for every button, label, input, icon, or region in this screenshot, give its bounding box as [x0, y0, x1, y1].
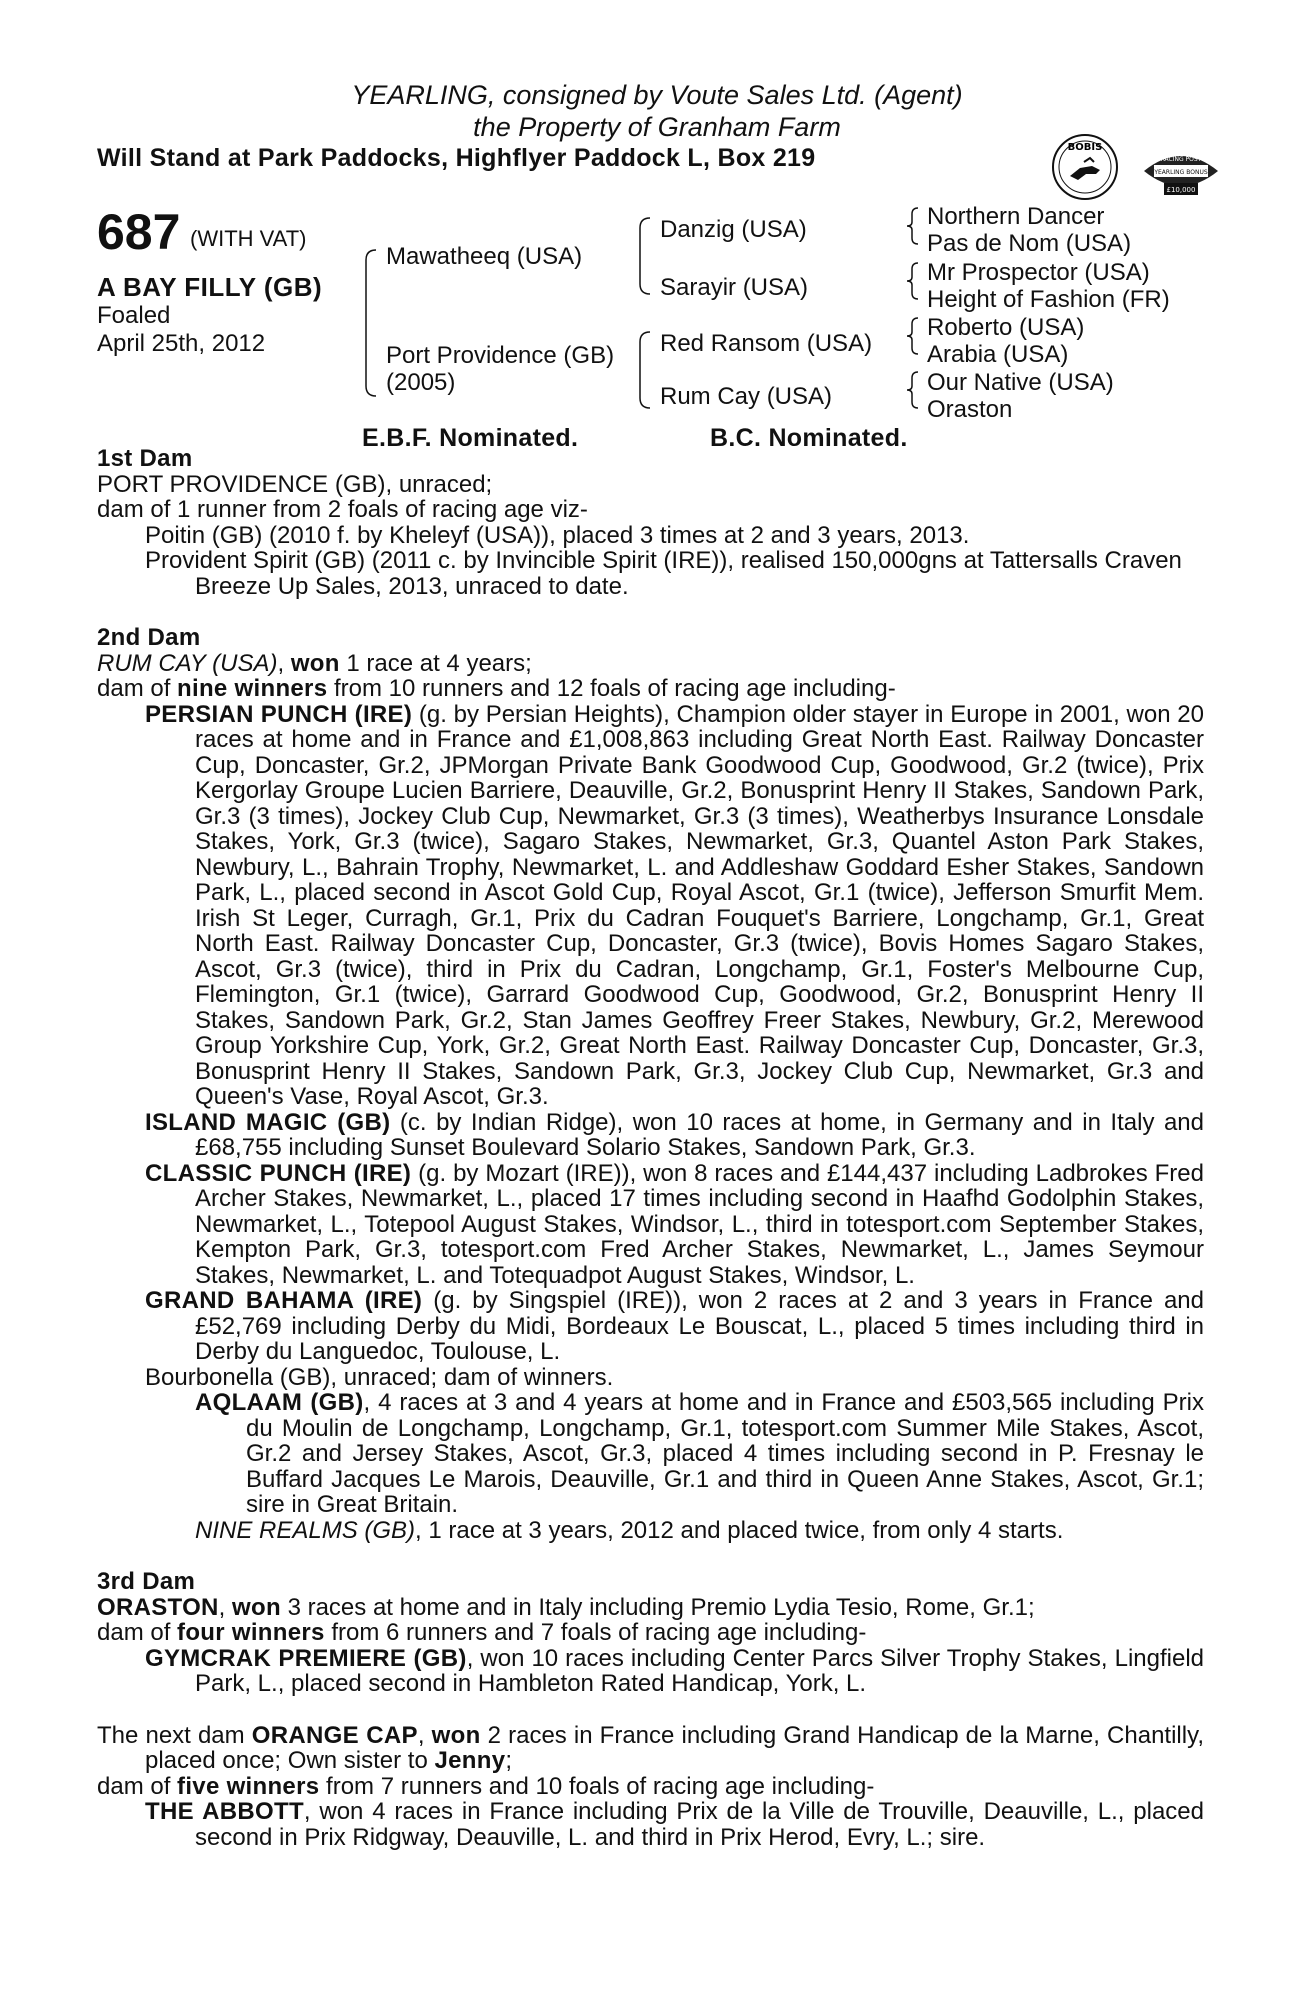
bc-nominated: B.C. Nominated. — [710, 424, 908, 452]
foaled-date: April 25th, 2012 — [97, 330, 266, 357]
next-dam-summary: dam of five winners from 7 runners and 10 foals of racing age including- — [97, 1772, 875, 1800]
pedigree-dam-sire: Red Ransom (USA) — [660, 330, 873, 357]
pedigree-bracket-2a — [636, 216, 652, 296]
grand-produce-entry: AQLAAM (GB), 4 races at 3 and 4 years at home and in France and £503,565 including Prix du Moulin de Longchamp, Longchamp, Gr.1, totesport.com Summer Mile Stakes, Ascot, Gr.2 and Jersey Stakes, Ascot, Gr.3, placed 4 times including second in P. Fresnay le Buffard Jacques Le Marois, Deauville, Gr.1 and third in Queen Anne Stakes, Ascot, Gr.1; sire in Great Britain. — [195, 1389, 1204, 1518]
pedigree-ddd: Oraston — [927, 396, 1013, 423]
pedigree-bracket-3d — [904, 370, 922, 410]
pedigree-sdd: Height of Fashion (FR) — [927, 286, 1170, 313]
pedigree-ssd: Pas de Nom (USA) — [927, 230, 1132, 257]
pedigree-bracket-3b — [904, 261, 922, 301]
produce-entry: ISLAND MAGIC (GB) (c. by Indian Ridge), won 10 races at home, in Germany and in Italy and £68,755 including Sunset Boulevard Solario Stakes, Sandown Park, Gr.3. — [145, 1108, 1204, 1161]
foaled-label: Foaled — [97, 302, 171, 329]
first-dam-heading: 1st Dam — [97, 445, 193, 472]
stand-location: Will Stand at Park Paddocks, Highflyer Paddock L, Box 219 — [97, 144, 816, 172]
pedigree-dam: Port Providence (GB) — [386, 342, 615, 369]
header-line-1: YEARLING, consigned by Voute Sales Ltd. (Agent) — [351, 80, 963, 110]
svg-text:£10,000: £10,000 — [1166, 186, 1196, 194]
pedigree-notes — [97, 446, 1204, 1850]
pedigree-dam-dam: Rum Cay (USA) — [660, 383, 833, 410]
pedigree-bracket-3c — [904, 316, 922, 356]
pedigree-bracket-3a — [904, 206, 922, 246]
lot-number: 687 — [97, 204, 181, 260]
produce-entry: PERSIAN PUNCH (IRE) (g. by Persian Heights), Champion older stayer in Europe in 2001, won 20 races at home and in France and £1,008,863 including Great North East. Railway Doncaster Cup, Doncaster, Gr.2, JPMorgan Private Bank Goodwood Cup, Goodwood, Gr.2 (twice), Prix Kergorlay Groupe Lucien Barriere, Deauville, Gr.2, Bonusprint Henry II Stakes, Sandown Park, Gr.3 (3 times), Jockey Club Cup, Newmarket, Gr.3 (3 times), Weatherbys Insurance Lonsdale Stakes, York, Gr.3 (twice), Sagaro Stakes, Newmarket, Gr.3, Quantel Aston Park Stakes, Newbury, L., Bahrain Trophy, Newmarket, L. and Addleshaw Goddard Esher Stakes, Sandown Park, L., placed second in Ascot Gold Cup, Royal Ascot, Gr.1 (twice), Jefferson Smurfit Mem. Irish St Leger, Curragh, Gr.1, Prix du Cadran Fouquet's Barriere, Longchamp, Gr.1, Great North East. Railway Doncaster Cup, Doncaster, Gr.3 (twice), Bovis Homes Sagaro Stakes, Ascot, Gr.3 (twice), third in Prix du Cadran, Longchamp, Gr.1, Foster's Melbourne Cup, Flemington, Gr.1 (twice), Garrard Goodwood Cup, Goodwood, Gr.2, Bonusprint Henry II Stakes, Sandown Park, Gr.2, Stan James Geoffrey Freer Stakes, Newbury, Gr.2, Merewood Group Yorkshire Cup, York, Gr.2, Great North East. Railway Doncaster Cup, Doncaster, Gr.3, Bonusprint Henry II Stakes, Sandown Park, Gr.3, Jockey Club Cup, Newmarket, Gr.3 and Queen's Vase, Royal Ascot, Gr.3. — [145, 700, 1204, 1110]
pedigree-bracket-1 — [362, 248, 378, 398]
third-dam-heading: 3rd Dam — [97, 1568, 196, 1595]
pedigree-sire: Mawatheeq (USA) — [386, 243, 583, 270]
pedigree-dss: Roberto (USA) — [927, 314, 1085, 341]
produce-entry: Provident Spirit (GB) (2011 c. by Invincible Spirit (IRE)), realised 150,000gns at Tattersalls Craven Breeze Up Sales, 2013, unraced to date. — [145, 547, 1182, 600]
pedigree-bracket-2b — [636, 330, 652, 410]
second-dam-summary: dam of nine winners from 10 runners and 12 foals of racing age including- — [97, 675, 896, 702]
produce-entry: GRAND BAHAMA (IRE) (g. by Singspiel (IRE)), won 2 races at 2 and 3 years in France and £52,769 including Derby du Midi, Bordeaux Le Bouscat, L., placed 5 times including third in Derby du Languedoc, Toulouse, L. — [145, 1287, 1204, 1365]
second-dam-heading: 2nd Dam — [97, 624, 201, 651]
pedigree-dsd: Arabia (USA) — [927, 341, 1069, 368]
produce-entry: THE ABBOTT, won 4 races in France including Prix de la Ville de Trouville, Deauville, L., placed second in Prix Ridgway, Deauville, L. and third in Prix Herod, Evry, L.; sire. — [145, 1798, 1204, 1851]
second-dam-line: RUM CAY (USA), won 1 race at 4 years; — [97, 649, 532, 677]
bobis-logo-icon — [1050, 132, 1120, 202]
lot-name: A BAY FILLY (GB) — [97, 272, 323, 302]
racing-post-bonus-logo-icon — [1140, 145, 1222, 203]
grand-produce-entry: NINE REALMS (GB), 1 race at 3 years, 2012 and placed twice, from only 4 starts. — [195, 1516, 1064, 1544]
pedigree-dam-year: (2005) — [386, 369, 456, 396]
produce-entry: Poitin (GB) (2010 f. by Kheleyf (USA)), placed 3 times at 2 and 3 years, 2013. — [145, 521, 970, 549]
bobis-logo-text: BOBIS — [1067, 142, 1103, 153]
vat-note: (WITH VAT) — [190, 226, 307, 251]
svg-text:RACING POST: RACING POST — [1160, 156, 1202, 163]
produce-entry: GYMCRAK PREMIERE (GB), won 10 races including Center Parcs Silver Trophy Stakes, Lingfield Park, L., placed second in Hambleton Rated Handicap, York, L. — [145, 1644, 1204, 1697]
third-dam-line: ORASTON, won 3 races at home and in Italy including Premio Lydia Tesio, Rome, Gr.1; — [97, 1593, 1035, 1621]
svg-text:YEARLING BONUS: YEARLING BONUS — [1154, 169, 1208, 176]
next-dam-line: The next dam ORANGE CAP, won 2 races in France including Grand Handicap de la Marne, Chantilly, placed once; Own sister to Jenny; — [97, 1721, 1204, 1774]
first-dam-summary: dam of 1 runner from 2 foals of racing age viz- — [97, 496, 588, 523]
produce-entry: Bourbonella (GB), unraced; dam of winners. — [145, 1363, 614, 1391]
pedigree-sds: Mr Prospector (USA) — [927, 259, 1150, 286]
pedigree-sire-dam: Sarayir (USA) — [660, 274, 809, 301]
produce-entry: CLASSIC PUNCH (IRE) (g. by Mozart (IRE)), won 8 races and £144,437 including Ladbrokes Fred Archer Stakes, Newmarket, L., placed 17 times including second in Haafhd Godolphin Stakes, Newmarket, L., Totepool August Stakes, Windsor, L., third in totesport.com September Stakes, Kempton Park, Gr.3, totesport.com Fred Archer Stakes, Newmarket, L., James Seymour Stakes, Newmarket, L. and Totequadpot August Stakes, Windsor, L. — [145, 1159, 1204, 1289]
third-dam-summary: dam of four winners from 6 runners and 7 foals of racing age including- — [97, 1619, 867, 1646]
first-dam-line: PORT PROVIDENCE (GB), unraced; — [97, 470, 493, 498]
ebf-nominated: E.B.F. Nominated. — [362, 424, 579, 452]
pedigree-dds: Our Native (USA) — [927, 369, 1114, 396]
pedigree-sire-sire: Danzig (USA) — [660, 216, 807, 243]
header-line-2: the Property of Granham Farm — [473, 112, 841, 142]
pedigree-sss: Northern Dancer — [927, 203, 1105, 230]
